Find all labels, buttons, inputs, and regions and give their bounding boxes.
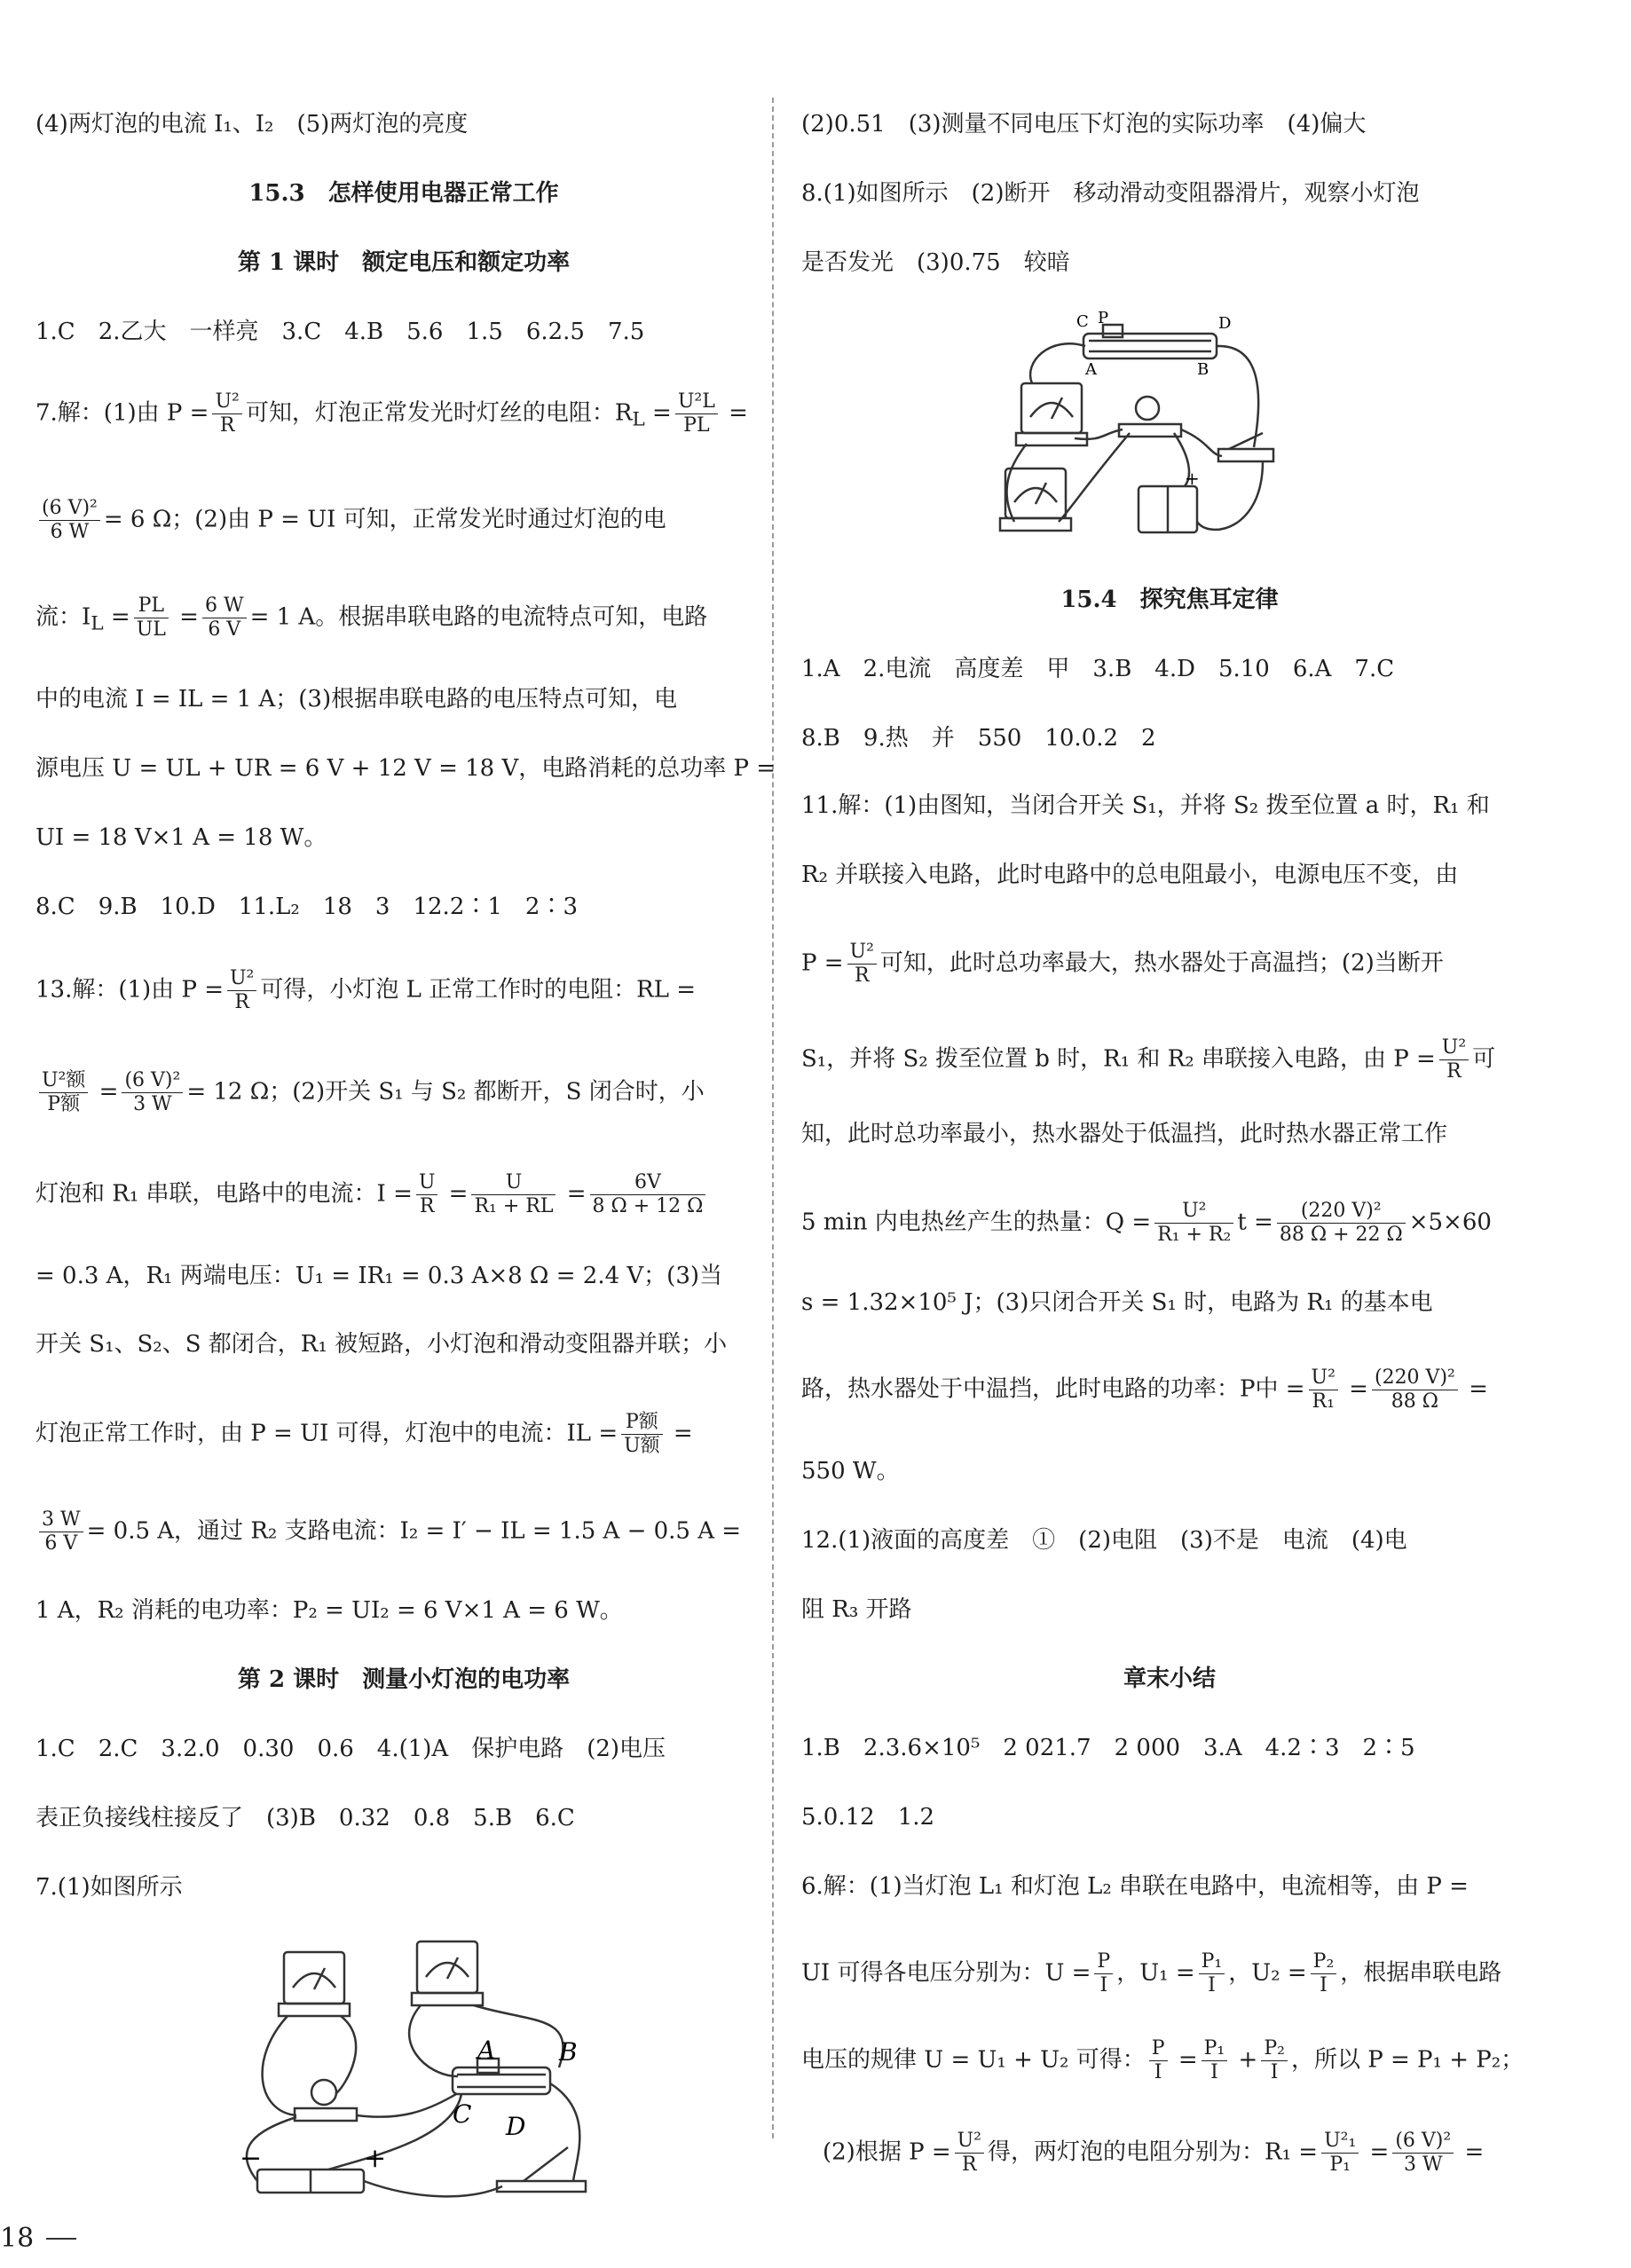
solution-7-line-3: 流：$I_L$ = $\frac{PL}{UL}$ = $\frac{6 W}{6 V}$ = 1 A。根据串联电路的电流特点可知，电路 <box>35 595 708 641</box>
circuit-diagram-1 <box>240 1934 603 2201</box>
ammeter-icon <box>1005 469 1066 518</box>
answer-line: 阻 R₃ 开路 <box>801 1596 912 1623</box>
solution-13-line-5: 开关 S₁、S₂、S 都闭合，R₁ 被短路，小灯泡和滑动变阻器并联；小 <box>35 1331 728 1358</box>
section-title-15-3: 15.3 怎样使用电器正常工作 <box>248 180 559 207</box>
ammeter-icon <box>417 1941 477 1993</box>
circuit-diagram-2 <box>997 309 1289 548</box>
solution-11-line-6: 5 min 内电热丝产生的热量：Q = $\frac{\text{U²}}{\text{R₁ + R₂}}$ t = $\frac{\text{(220 V)²}}{88 \Omega + 22 \Omega}$ ×5×60 <box>801 1200 1492 1246</box>
label-a: A <box>477 2036 496 2065</box>
switch-icon <box>497 2181 586 2192</box>
solution-13-line-2: $\frac{\text{U²额}}{\text{P额}}$ = $\frac{\text{(6 V)²}}{3 W}$ = 12 Ω；(2)开关 S₁ 与 S₂ 都断开，S 闭合时，小 <box>35 1069 705 1116</box>
label-plus: + <box>364 2143 387 2174</box>
answer-line: 12.(1)液面的高度差 ① (2)电阻 (3)不是 电流 (4)电 <box>801 1527 1407 1554</box>
bulb-icon <box>1136 397 1159 420</box>
page-number: 18 <box>0 2223 35 2254</box>
label-p: P <box>1098 309 1109 327</box>
solution-11-line-9: 550 W。 <box>801 1458 900 1484</box>
summary-title: 章末小结 <box>1123 1666 1216 1692</box>
answer-line: 8.B 9.热 并 550 10.0.2 2 <box>801 725 1156 752</box>
answer-line: 8.(1)如图所示 (2)断开 移动滑动变阻器滑片，观察小灯泡 <box>801 180 1420 207</box>
label-b: B <box>559 2037 578 2067</box>
answer-line: 1.B 2.3.6×10⁵ 2 021.7 2 000 3.A 4.2∶3 2∶5 <box>801 1735 1415 1761</box>
column-divider <box>772 98 774 2138</box>
switch-icon <box>1218 449 1273 461</box>
solution-13-line-3: 灯泡和 R₁ 串联，电路中的电流：I = $\frac{U}{R}$ = $\frac{U}{\text{R₁ + RL}}$ = $\frac{6V}{8 \Omega + 12 \Omega}$ <box>35 1171 709 1218</box>
voltmeter-icon <box>284 1952 344 2004</box>
solution-11-line-2: R₂ 并联接入电路，此时电路中的总电阻最小，电源电压不变，由 <box>801 862 1459 888</box>
lesson-2-title: 第 2 课时 测量小灯泡的电功率 <box>237 1666 571 1693</box>
section-title-15-4: 15.4 探究焦耳定律 <box>1060 587 1279 613</box>
answer-line: 是否发光 (3)0.75 较暗 <box>801 249 1070 276</box>
answer-line: 5.0.12 1.2 <box>801 1804 935 1831</box>
solution-11-line-4: S₁，并将 S₂ 拨至位置 b 时，R₁ 和 R₂ 串联接入电路，由 P = $\frac{\text{U²}}{R}$ 可 <box>801 1036 1496 1083</box>
answer-line: 表正负接线柱接反了 (3)B 0.32 0.8 5.B 6.C <box>35 1805 575 1831</box>
solution-6-line-3: 电压的规律 U = U₁ + U₂ 可得： $\frac{P}{I}$ = $\frac{\text{P₁}}{I}$ + $\frac{\text{P₂}}{I}$ ，所以 P = P₁ + P₂； <box>801 2037 1525 2083</box>
answer-line: 7.(1)如图所示 <box>35 1874 183 1901</box>
lesson-1-title: 第 1 课时 额定电压和额定功率 <box>237 249 571 276</box>
solution-7-line-6: UI = 18 V×1 A = 18 W。 <box>35 824 327 851</box>
answer-line: 1.A 2.电流 高度差 甲 3.B 4.D 5.10 6.A 7.C <box>801 656 1395 682</box>
solution-7-line-2: $\frac{\text{(6 V)²}}{6 W}$ = 6 Ω；(2)由 P = UI 可知，正常发光时通过灯泡的电 <box>35 497 666 544</box>
label-a: A <box>1085 360 1097 379</box>
solution-13-line-7: $\frac{3 W}{6 V}$ = 0.5 A，通过 R₂ 支路电流：I₂ = I′ − IL = 1.5 A − 0.5 A = <box>35 1508 741 1555</box>
solution-13-line-8: 1 A，R₂ 消耗的电功率：P₂ = UI₂ = 6 V×1 A = 6 W。 <box>35 1597 623 1624</box>
label-c: C <box>1076 312 1089 331</box>
solution-13-line-4: = 0.3 A，R₁ 两端电压：U₁ = IR₁ = 0.3 A×8 Ω = 2.4 V；(3)当 <box>35 1263 723 1289</box>
answer-line: (4)两灯泡的电流 I₁、I₂ (5)两灯泡的亮度 <box>35 111 469 138</box>
solution-11-line-1: 11.解：(1)由图知，当闭合开关 S₁，并将 S₂ 拨至位置 a 时，R₁ 和 <box>801 792 1490 819</box>
answer-line: 1.C 2.C 3.2.0 0.30 0.6 4.(1)A 保护电路 (2)电压 <box>35 1736 666 1762</box>
answer-line: 8.C 9.B 10.D 11.L₂ 18 3 12.2∶1 2∶3 <box>35 894 578 920</box>
label-d: D <box>1218 314 1232 333</box>
solution-7-line-1: 7.解：(1)由 P = $\frac{\text{U²}}{R}$ 可知，灯泡正常发光时灯丝的电阻：$R_L$ = $\frac{\text{U²L}}{PL}$ = <box>35 390 748 437</box>
solution-6-line-1: 6.解：(1)当灯泡 L₁ 和灯泡 L₂ 串联在电路中，电流相等，由 P = <box>801 1873 1469 1900</box>
label-plus: + <box>1185 468 1200 489</box>
label-minus: − <box>240 2143 263 2174</box>
solution-11-line-8: 路，热水器处于中温挡，此时电路的功率：P中 = $\frac{\text{U²}}{\text{R₁}}$ = $\frac{\text{(220 V)²}}{88 \Omega}$ = <box>801 1366 1488 1413</box>
label-d: D <box>506 2112 526 2141</box>
solution-7-line-4: 中的电流 I = IL = 1 A；(3)根据串联电路的电压特点可知，电 <box>35 686 678 713</box>
page-number-dash <box>46 2238 76 2240</box>
solution-7-line-5: 源电压 U = UL + UR = 6 V + 12 V = 18 V，电路消耗的总功率 P = <box>35 755 776 782</box>
solution-6-line-2: UI 可得各电压分别为：U = $\frac{P}{I}$ ，U₁ = $\frac{\text{P₁}}{I}$ ，U₂ = $\frac{\text{P₂}}{I}$ ，根据串联电路 <box>801 1950 1502 1996</box>
voltmeter-icon <box>1021 383 1082 433</box>
label-b: B <box>1197 360 1209 379</box>
solution-13-line-6: 灯泡正常工作时，由 P = UI 可得，灯泡中的电流：IL = $\frac{\text{P额}}{\text{U额}}$ = <box>35 1411 693 1457</box>
rheostat-icon <box>453 2067 550 2094</box>
solution-11-line-5: 知，此时总功率最小，热水器处于低温挡，此时热水器正常工作 <box>801 1121 1448 1147</box>
bulb-icon <box>311 2080 336 2105</box>
solution-11-line-3: P = $\frac{\text{U²}}{R}$ 可知，此时总功率最大，热水器处于高温挡；(2)当断开 <box>801 941 1444 987</box>
solution-6-line-4: (2)根据 P = $\frac{\text{U²}}{R}$ 得，两灯泡的电阻分别为：R₁ = $\frac{\text{U²₁}}{\text{P₁}}$ = $\frac{\text{(6 V)²}}{3 W}$ = <box>823 2130 1485 2176</box>
solution-13-line-1: 13.解：(1)由 P = $\frac{\text{U²}}{R}$ 可得，小灯泡 L 正常工作时的电阻：RL = <box>35 967 697 1013</box>
label-c: C <box>453 2099 472 2129</box>
answer-line: 1.C 2.乙大 一样亮 3.C 4.B 5.6 1.5 6.2.5 7.5 <box>35 319 645 345</box>
solution-11-line-7: s = 1.32×10⁵ J；(3)只闭合开关 S₁ 时，电路为 R₁ 的基本电 <box>801 1289 1433 1316</box>
answer-line: (2)0.51 (3)测量不同电压下灯泡的实际功率 (4)偏大 <box>801 111 1367 138</box>
